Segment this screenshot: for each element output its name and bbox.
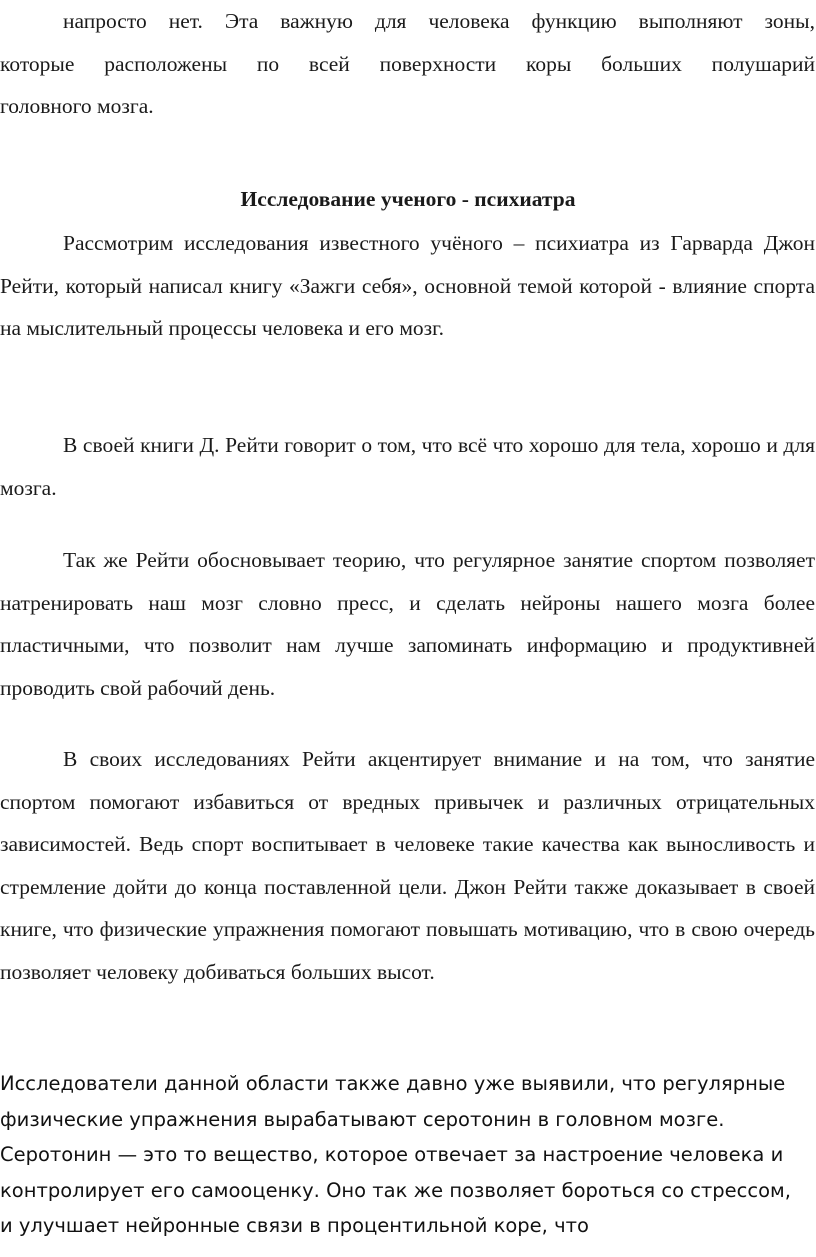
- intro-paragraph: [0, 0, 816, 128]
- serotonin-line-2: физические упражнения вырабатывают серотонин в головном мозге.: [0, 1107, 725, 1131]
- intro-line-1: напросто нет. Эта важную для человека функцию выполняют зоны,: [63, 9, 815, 33]
- paragraph-body-mind: В своей книги Д. Рейти говорит о том, что всё что хорошо для тела, хорошо и для мозга.: [0, 433, 815, 500]
- serotonin-line-5: и улучшает нейронные связи в процентильной коре, что: [0, 1214, 589, 1237]
- paragraph-raity-book: Рассмотрим исследования известного учёного – психиатра из Гарварда Джон Рейти, который написал книгу «Зажги себя», основной темой которой - влияние спорта на мыслительный процессы человека и его мозг.: [0, 231, 815, 340]
- intro-line-3: головного мозга.: [0, 94, 154, 118]
- serotonin-line-1: Исследователи данной области также давно уже выявили, что регулярные: [0, 1072, 786, 1095]
- serotonin-line-3: Серотонин — это то вещество, которое отвечает за настроение человека и: [0, 1143, 784, 1166]
- intro-line-2: которые расположены по всей поверхности коры больших полушарий: [0, 51, 815, 76]
- section-heading: Исследование ученого - психиатра: [240, 187, 576, 211]
- serotonin-paragraph: [0, 1066, 816, 1244]
- paragraph-theory: Так же Рейти обосновывает теорию, что регулярное занятие спортом позволяет натренировать наш мозг словно пресс, и сделать нейроны нашего мозга более пластичными, что позволит нам лучше запоминать информацию и продуктивней проводить свой рабочий день.: [0, 548, 815, 700]
- paragraph-habits: В своих исследованиях Рейти акцентирует внимание и на том, что занятие спортом помогают избавиться от вредных привычек и различных отрицательных зависимостей. Ведь спорт воспитывает в человеке такие качества как выносливость и стремление дойти до конца поставленной цели. Джон Рейти также доказывает в своей книге, что физические упражнения помогают повышать мотивацию, что в свою очередь позволяет человеку добиваться больших высот.: [0, 747, 815, 984]
- serotonin-line-4: контролирует его самооценку. Оно так же позволяет бороться со стрессом,: [0, 1178, 791, 1202]
